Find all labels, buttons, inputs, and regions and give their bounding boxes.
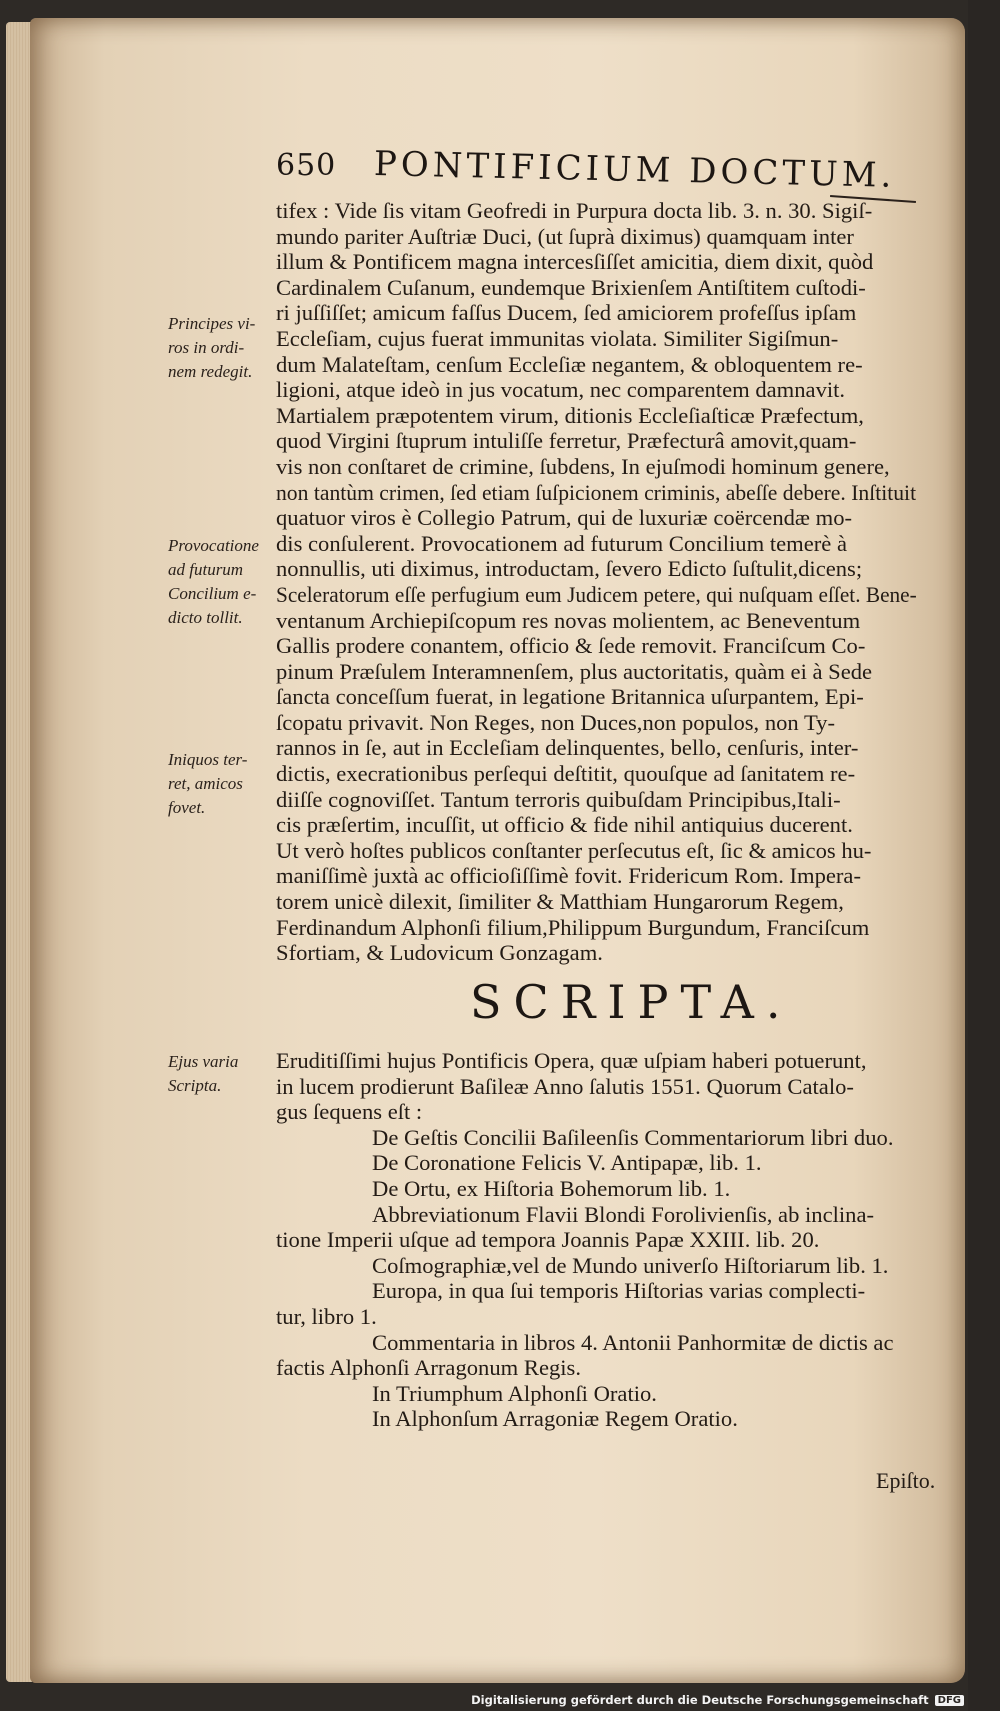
body-line: mundo pariter Auſtriæ Duci, (ut ſuprà diximus) quamquam inter	[276, 223, 854, 249]
margin-note-line: fovet.	[168, 798, 206, 817]
body-line: quatuor viros è Collegio Patrum, qui de luxuriæ coërcendæ mo-	[276, 505, 853, 531]
scripta-line: De Coronatione Felicis V. Antipapæ, lib. 1.	[372, 1150, 762, 1176]
scripta-line: De Ortu, ex Hiſtoria Bohemorum lib. 1.	[372, 1175, 731, 1201]
body-line: rannos in ſe, aut in Eccleſiam delinquentes, bello, cenſuris, inter-	[276, 735, 859, 761]
body-line: non tantùm crimen, ſed etiam ſuſpicionem criminis, abeſſe debere. Inſtituit	[276, 479, 917, 505]
body-line: nonnullis, uti diximus, introductam, ſevero Edicto ſuſtulit,dicens;	[276, 556, 863, 582]
body-text	[276, 198, 916, 966]
page-number: 650	[276, 148, 337, 183]
scripta-line: In Alphonſum Arragoniæ Regem Oratio.	[372, 1406, 738, 1432]
scripta-line: Coſmographiæ,vel de Mundo univerſo Hiſtoriarum lib. 1.	[372, 1252, 889, 1278]
running-title: PONTIFICIUM DOCTUM.	[373, 144, 896, 196]
body-line: pinum Præſulem Interamnenſem, plus auctoritatis, quàm ei à Sede	[276, 658, 873, 684]
margin-note-principes	[168, 312, 272, 384]
body-line: Ferdinandum Alphonſi filium,Philippum Burgundum, Franciſcum	[276, 914, 870, 940]
body-line: Martialem præpotentem virum, ditionis Eccleſiaſticæ Præfectum,	[276, 402, 864, 428]
body-line: maniſſimè juxtà ac officioſiſſimè fovit. Fridericum Rom. Impera-	[276, 863, 861, 889]
scripta-line: Abbreviationum Flavii Blondi Forolivienſis, ab inclina-	[372, 1201, 875, 1227]
dfg-logo: DFG	[935, 1695, 964, 1706]
scripta-line: De Geſtis Concilii Baſileenſis Commentariorum libri duo.	[372, 1124, 894, 1150]
margin-note-line: nem redegit.	[168, 362, 253, 381]
body-line: quod Virgini ſtuprum intuliſſe ferretur, Præfecturâ amovit,quam-	[276, 428, 857, 454]
scripta-line: tur, libro 1.	[276, 1303, 377, 1329]
body-line: ſancta conceſſum fuerat, in legatione Britannica uſurpantem, Epi-	[276, 684, 864, 710]
body-line: dis conſulerent. Provocationem ad futurum Concilium temerè à	[276, 530, 847, 556]
running-head	[276, 138, 916, 196]
margin-note-line: Ejus varia	[168, 1052, 239, 1071]
scripta-line: Commentaria in libros 4. Antonii Panhormitæ de dictis ac	[372, 1329, 894, 1355]
scripta-line: Europa, in qua ſui temporis Hiſtorias varias complecti-	[372, 1278, 866, 1304]
margin-note-line: Scripta.	[168, 1076, 222, 1095]
scan-border-right	[968, 0, 1000, 1711]
body-line: dictis, execrationibus perſequi deſtitit, quouſque ad ſanitatem re-	[276, 761, 856, 787]
margin-note-line: Iniquos ter-	[168, 750, 248, 769]
body-line: tifex : Vide ſis vitam Geofredi in Purpura docta lib. 3. n. 30. Sigiſ-	[276, 198, 873, 223]
body-line: vis non conſtaret de crimine, ſubdens, In ejuſmodi hominum genere,	[276, 453, 890, 479]
body-line: dum Malateſtam, cenſum Eccleſiæ negantem, & obloquentem re-	[276, 351, 863, 377]
margin-note-line: ros in ordi-	[168, 338, 245, 357]
body-line: ri juſſiſſet; amicum faſſus Ducem, ſed amiciorem profeſſus ipſam	[276, 300, 857, 326]
margin-note-line: ret, amicos	[168, 774, 243, 793]
scripta-line: in lucem prodierunt Baſileæ Anno ſalutis 1551. Quorum Catalo-	[276, 1073, 854, 1099]
margin-note-line: ad futurum	[168, 560, 244, 579]
margin-note-line: Provocatione	[168, 536, 259, 555]
body-line: Sfortiam, & Ludovicum Gonzagam.	[276, 940, 603, 966]
section-heading: SCRIPTA.	[470, 975, 793, 1029]
body-line: Eccleſiam, cujus fuerat immunitas violata. Similiter Sigiſmun-	[276, 325, 839, 351]
body-line: illum & Pontificem magna intercesſiſſet amicitia, diem dixit, quòd	[276, 249, 874, 275]
margin-note-line: dicto tollit.	[168, 608, 243, 627]
scripta-list	[276, 1048, 916, 1432]
body-line: diiſſe cognoviſſet. Tantum terroris quibuſdam Principibus,Itali-	[276, 786, 841, 812]
digitization-credit	[471, 1693, 964, 1707]
scripta-line: factis Alphonſi Arragonum Regis.	[276, 1355, 581, 1381]
body-line: Sceleratorum eſſe perfugium eum Judicem petere, qui nuſquam eſſet. Bene-	[276, 581, 917, 607]
scripta-line: Eruditiſſimi hujus Pontificis Opera, quæ uſpiam haberi potuerunt,	[276, 1048, 867, 1073]
credit-text: Digitalisierung gefördert durch die Deutsche Forschungsgemeinschaft	[471, 1693, 929, 1707]
scripta-line: gus ſequens eſt :	[276, 1099, 423, 1125]
margin-note-line: Concilium e-	[168, 584, 257, 603]
body-line: Cardinalem Cuſanum, eundemque Brixienſem Antiſtitem cuſtodi-	[276, 274, 866, 300]
body-line: Ut verò hoſtes publicos conſtanter perſecutus eſt, ſic & amicos hu-	[276, 837, 872, 863]
body-line: ventanum Archiepiſcopum res novas molientem, ac Beneventum	[276, 607, 861, 633]
body-line: ligioni, atque ideò in jus vocatum, nec comparentem damnavit.	[276, 377, 846, 403]
scripta-line: tione Imperii uſque ad tempora Joannis Papæ XXIII. lib. 20.	[276, 1227, 820, 1253]
body-line: ſcopatu privavit. Non Reges, non Duces,non populos, non Ty-	[276, 709, 836, 735]
scripta-line: In Triumphum Alphonſi Oratio.	[372, 1380, 657, 1406]
margin-note-scripta	[168, 1050, 272, 1098]
margin-note-iniquos	[168, 748, 272, 820]
page-stack-edges	[6, 22, 32, 1682]
body-line: torem unicè dilexit, ſimiliter & Matthiam Hungarorum Regem,	[276, 889, 844, 915]
margin-note-line: Principes vi-	[168, 314, 256, 333]
body-line: cis præſertim, incuſſit, ut officio & fide nihil antiquius ducerent.	[276, 812, 853, 838]
catchword: Epiſto.	[876, 1468, 936, 1493]
body-line: Gallis prodere conantem, officio & ſede removit. Franciſcum Co-	[276, 633, 866, 659]
margin-note-provocatione	[168, 534, 272, 630]
